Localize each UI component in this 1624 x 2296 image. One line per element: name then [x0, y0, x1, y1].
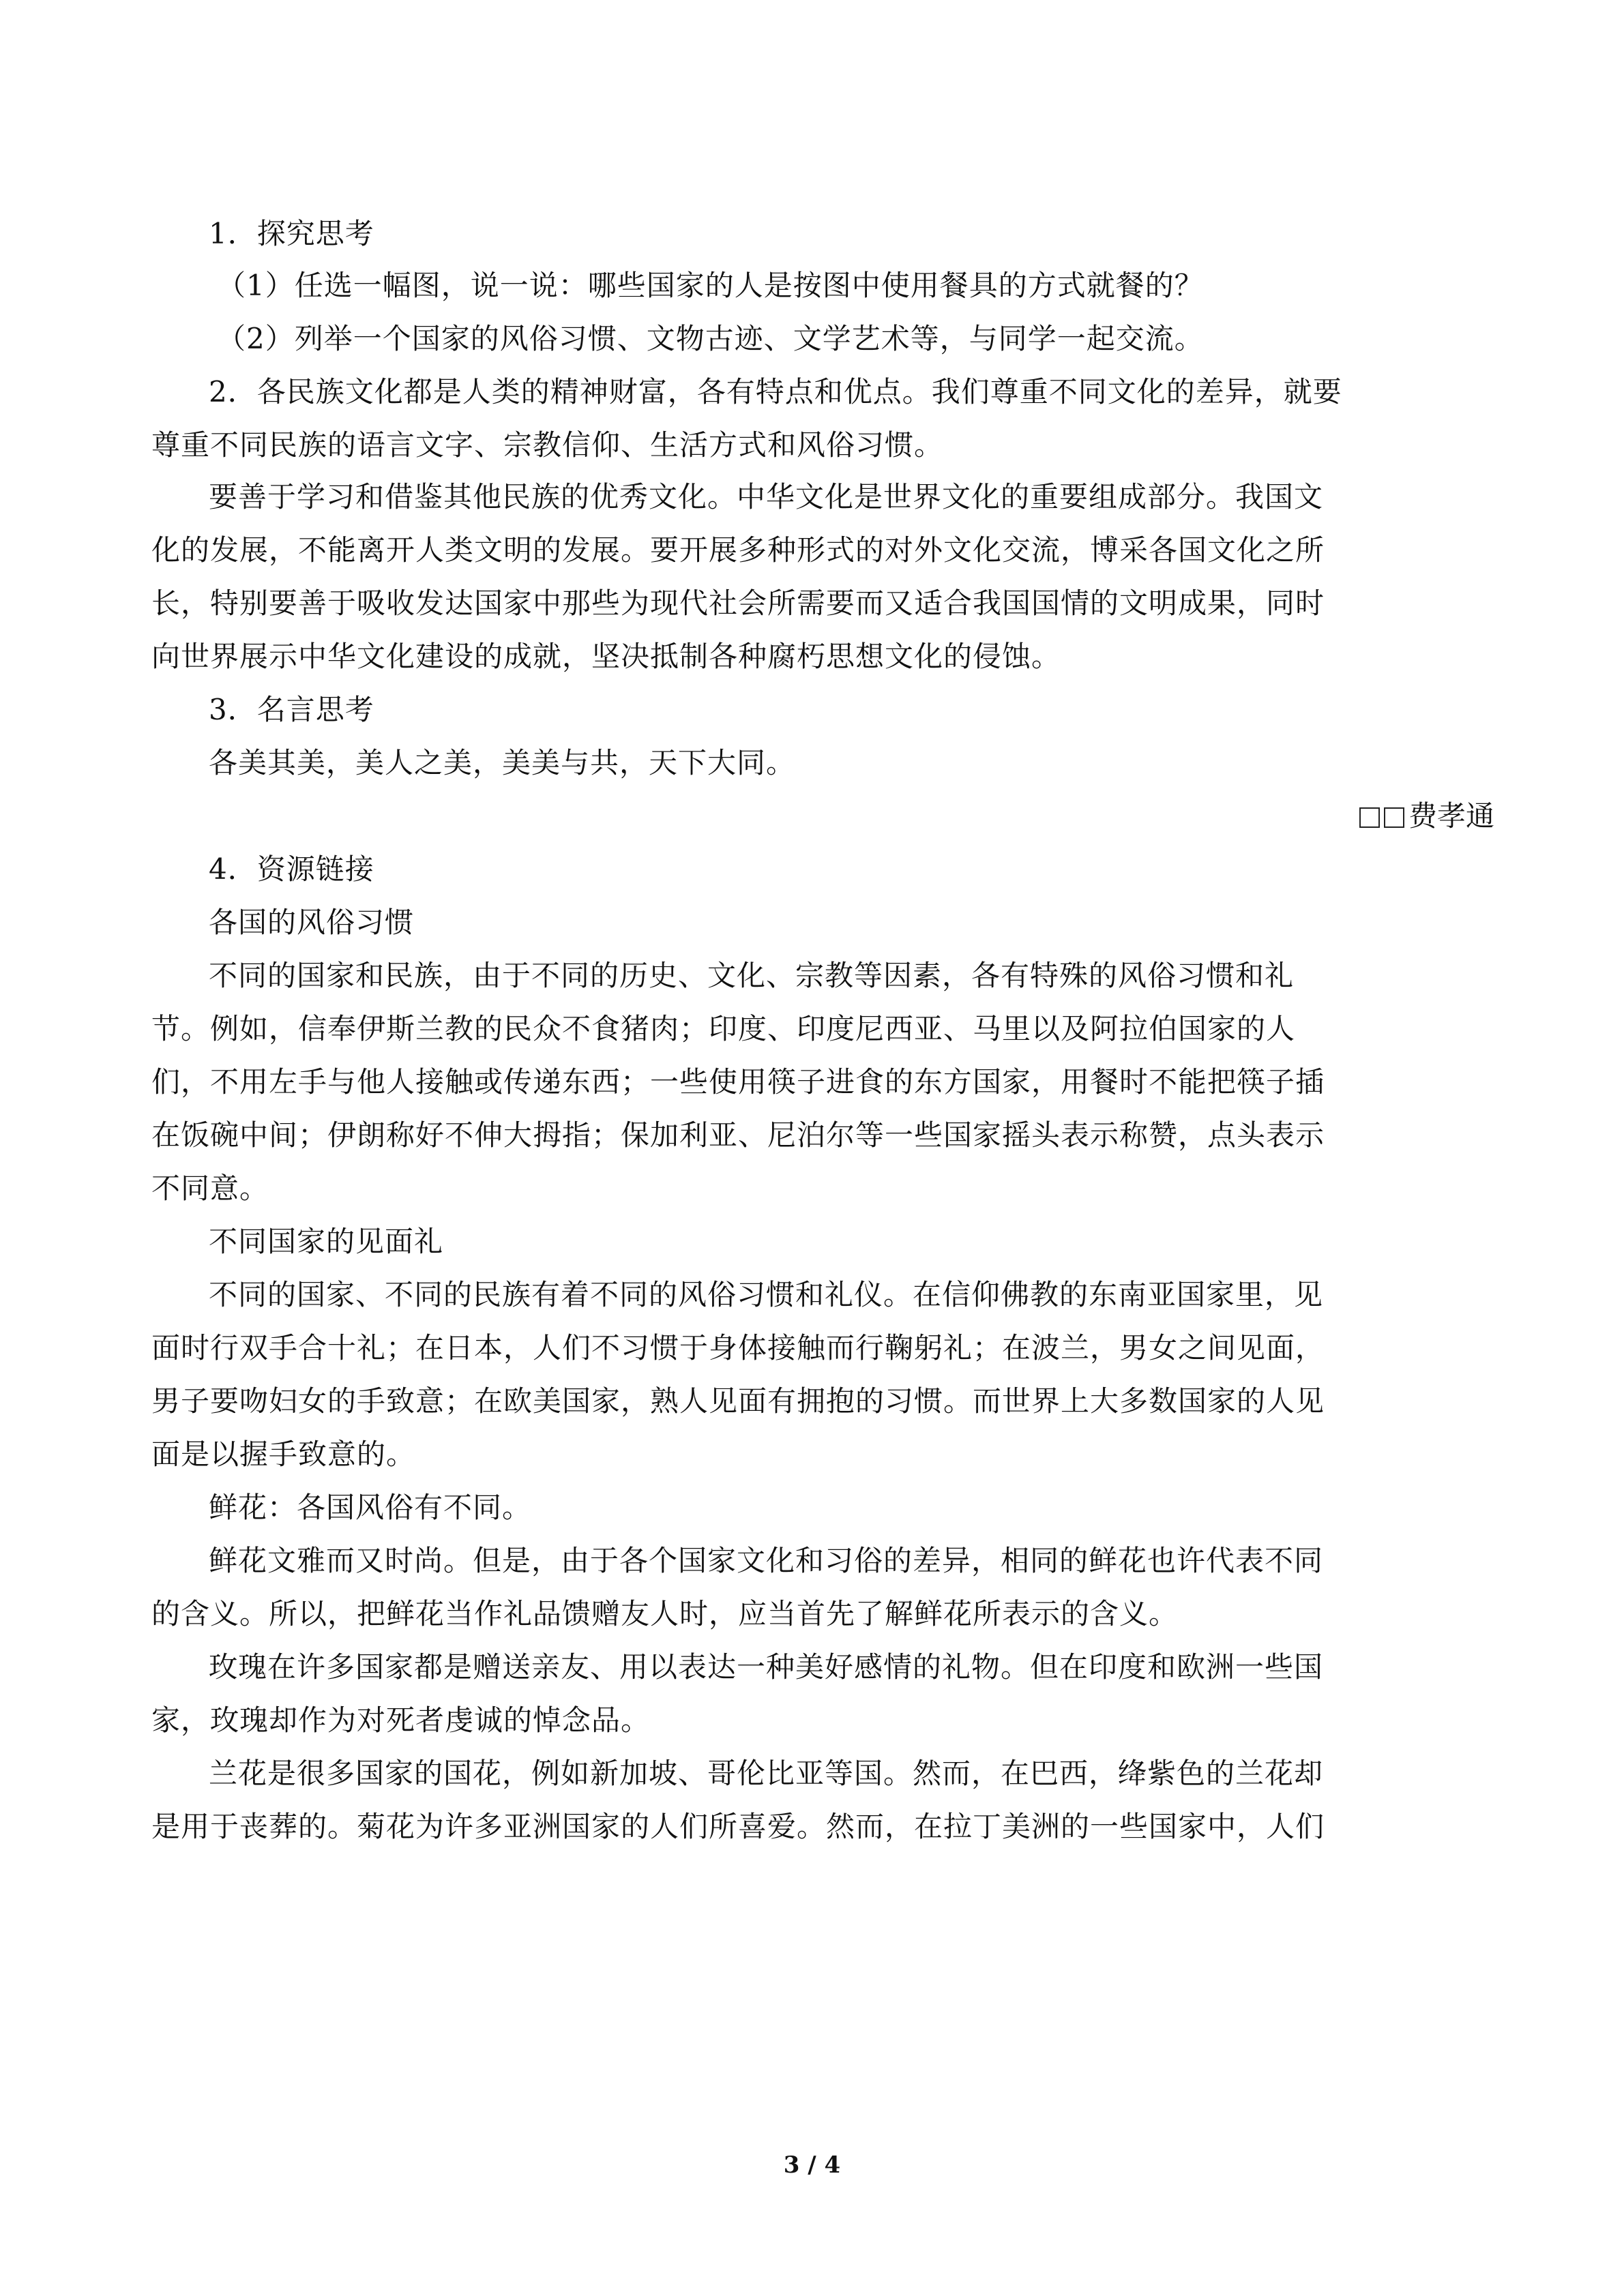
section1-question-2: （2）列举一个国家的风俗习惯、文物古迹、文学艺术等，与同学一起交流。 — [217, 322, 1204, 355]
square-glyph-icon — [1384, 807, 1404, 828]
flowers-p3-line-1: 兰花是很多国家的国花，例如新加坡、哥伦比亚等国。然而，在巴西，绛紫色的兰花却 — [209, 1757, 1324, 1790]
flowers-p2-line-1: 玫瑰在许多国家都是赠送亲友、用以表达一种美好感情的礼物。但在印度和欧洲一些国 — [209, 1650, 1324, 1684]
section2-paragraph2-line3: 长，特别要善于吸收发达国家中那些为现代社会所需要而又适合我国国情的文明成果，同时 — [151, 586, 1325, 620]
customs-line-2: 节。例如，信奉伊斯兰教的民众不食猪肉；印度、印度尼西亚、马里以及阿拉伯国家的人 — [151, 1012, 1296, 1045]
section2-paragraph2-line1: 要善于学习和借鉴其他民族的优秀文化。中华文化是世界文化的重要组成部分。我国文 — [209, 480, 1324, 513]
section3-quote: 各美其美，美人之美，美美与共，天下大同。 — [209, 746, 796, 779]
section1-heading: 1．探究思考 — [209, 217, 374, 250]
customs-line-3: 们，不用左手与他人接触或传递东西；一些使用筷子进食的东方国家，用餐时不能把筷子插 — [151, 1065, 1325, 1099]
greetings-line-3: 男子要吻妇女的手致意；在欧美国家，熟人见面有拥抱的习惯。而世界上大多数国家的人见 — [151, 1384, 1325, 1418]
section4-heading: 4．资源链接 — [209, 852, 374, 886]
section1-question-1: （1）任选一幅图，说一说：哪些国家的人是按图中使用餐具的方式就餐的？ — [217, 269, 1204, 302]
page-number: 3 / 4 — [783, 2151, 841, 2179]
square-glyph-icon — [1359, 807, 1380, 828]
customs-line-4: 在饭碗中间；伊朗称好不伸大拇指；保加利亚、尼泊尔等一些国家摇头表示称赞，点头表示 — [151, 1118, 1325, 1152]
flowers-p1-line-1: 鲜花文雅而又时尚。但是，由于各个国家文化和习俗的差异，相同的鲜花也许代表不同 — [209, 1544, 1324, 1577]
customs-line-1: 不同的国家和民族，由于不同的历史、文化、宗教等因素，各有特殊的风俗习惯和礼 — [209, 959, 1295, 992]
section3-heading: 3．名言思考 — [209, 693, 374, 726]
quote-author: 费孝通 — [1408, 799, 1494, 833]
section2-paragraph1-line2: 尊重不同民族的语言文字、宗教信仰、生活方式和风俗习惯。 — [151, 428, 944, 462]
section2-paragraph2-line2: 化的发展，不能离开人类文明的发展。要开展多种形式的对外文化交流，博采各国文化之所 — [151, 533, 1325, 567]
subsection-title-customs: 各国的风俗习惯 — [209, 906, 415, 939]
greetings-line-2: 面时行双手合十礼；在日本，人们不习惯于身体接触而行鞠躬礼；在波兰，男女之间见面， — [151, 1331, 1325, 1365]
flowers-p2-line-2: 家，玫瑰却作为对死者虔诚的悼念品。 — [151, 1703, 651, 1737]
subsection-title-flowers: 鲜花：各国风俗有不同。 — [209, 1491, 532, 1524]
greetings-line-4: 面是以握手致意的。 — [151, 1437, 416, 1471]
subsection-title-greetings: 不同国家的见面礼 — [209, 1225, 444, 1258]
customs-line-5: 不同意。 — [151, 1172, 269, 1205]
flowers-p1-line-2: 的含义。所以，把鲜花当作礼品馈赠友人时，应当首先了解鲜花所表示的含义。 — [151, 1597, 1179, 1630]
section2-paragraph1-line1: 2．各民族文化都是人类的精神财富，各有特点和优点。我们尊重不同文化的差异，就要 — [209, 375, 1342, 408]
greetings-line-1: 不同的国家、不同的民族有着不同的风俗习惯和礼仪。在信仰佛教的东南亚国家里，见 — [209, 1278, 1324, 1311]
flowers-p3-line-2: 是用于丧葬的。菊花为许多亚洲国家的人们所喜爱。然而，在拉丁美洲的一些国家中，人们 — [151, 1810, 1325, 1843]
quote-attribution — [1359, 792, 1494, 840]
section2-paragraph2-line4: 向世界展示中华文化建设的成就，坚决抵制各种腐朽思想文化的侵蚀。 — [151, 640, 1061, 673]
